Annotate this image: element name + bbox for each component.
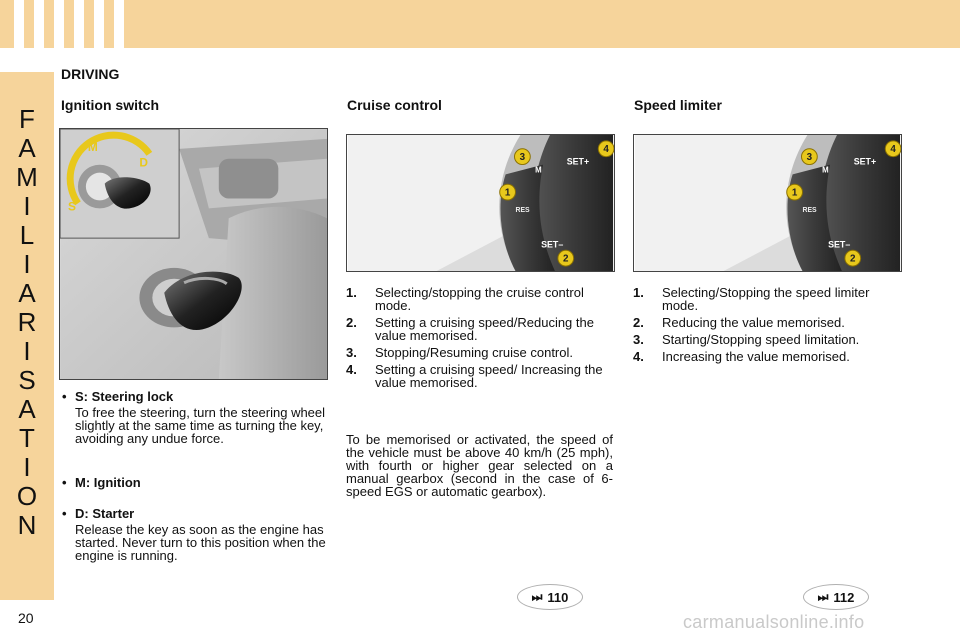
speed-limiter-list bbox=[633, 286, 908, 367]
starter-heading: D: Starter bbox=[75, 506, 135, 521]
list-item: 2. Reducing the value memorised. bbox=[633, 315, 845, 330]
list-item: 1. Selecting/Stopping the speed limiter mode. bbox=[633, 285, 870, 313]
sidebar-letter: A bbox=[18, 393, 36, 424]
ignition-heading: M: Ignition bbox=[75, 475, 141, 490]
set-minus-label: SET– bbox=[541, 239, 564, 250]
list-item: 3. Stopping/Resuming cruise control. bbox=[346, 345, 573, 360]
ignition-title: Ignition switch bbox=[61, 97, 159, 113]
bullet-dot: • bbox=[62, 475, 67, 490]
callout-number: 1 bbox=[791, 187, 798, 199]
callout-number: 2 bbox=[850, 253, 856, 265]
cruise-title: Cruise control bbox=[347, 97, 442, 113]
callout-number: 4 bbox=[603, 144, 609, 156]
header-stripe bbox=[54, 0, 64, 48]
header-bar bbox=[0, 0, 960, 48]
ignition-item bbox=[62, 476, 332, 489]
callout-number: 1 bbox=[504, 187, 511, 199]
sidebar-letter: I bbox=[23, 335, 31, 366]
header-stripe bbox=[114, 0, 124, 48]
sidebar-label bbox=[0, 72, 54, 572]
resume-label: RES bbox=[802, 206, 817, 214]
sidebar-letter: S bbox=[18, 364, 36, 395]
sidebar-letter: A bbox=[18, 277, 36, 308]
cruise-page-ref: 110 bbox=[547, 589, 569, 605]
bullet-dot: • bbox=[62, 389, 67, 404]
cruise-page-link[interactable] bbox=[517, 584, 583, 610]
sidebar-letter: I bbox=[23, 248, 31, 279]
callout-number: 4 bbox=[890, 144, 896, 156]
section-title: DRIVING bbox=[61, 66, 120, 82]
sidebar-letter: A bbox=[18, 132, 36, 163]
header-stripe bbox=[74, 0, 84, 48]
limiter-page-ref: 112 bbox=[833, 589, 855, 605]
starter-item bbox=[62, 507, 332, 562]
list-item: 3. Starting/Stopping speed limitation. bbox=[633, 332, 860, 347]
speed-limiter-stalk-illustration bbox=[634, 135, 901, 271]
steering-lock-item bbox=[62, 390, 332, 445]
switch-position-label: M bbox=[87, 139, 98, 154]
watermark: carmanualsonline.info bbox=[683, 612, 865, 632]
sidebar-letter: O bbox=[16, 480, 38, 511]
sidebar-letter: R bbox=[17, 306, 37, 337]
sidebar-letter: T bbox=[19, 422, 35, 453]
set-plus-label: SET+ bbox=[566, 156, 590, 167]
page-number: 20 bbox=[18, 610, 34, 626]
header-stripe bbox=[94, 0, 104, 48]
limiter-page-link[interactable] bbox=[803, 584, 869, 610]
skip-forward-icon: ⏭ bbox=[817, 589, 829, 604]
switch-position-label: D bbox=[139, 155, 149, 170]
bullet-dot: • bbox=[62, 506, 67, 521]
cruise-control-list bbox=[346, 286, 616, 393]
skip-forward-icon: ⏭ bbox=[531, 589, 543, 604]
speed-limiter-image bbox=[633, 134, 902, 272]
list-item: 2. Setting a cruising speed/Reducing the value memorised. bbox=[346, 315, 594, 343]
sidebar-letter: F bbox=[19, 103, 35, 134]
ignition-switch-illustration bbox=[60, 129, 327, 379]
callout-number: 3 bbox=[806, 152, 813, 164]
header-stripe bbox=[14, 0, 24, 48]
list-item: 4. Increasing the value memorised. bbox=[633, 349, 850, 364]
cruise-activation-note: To be memorised or activated, the speed of the vehicle must be above 40 km/h (25 mph), with fourth or higher gear selected on a manual gearbox (second in the case of 6-speed EGS or automatic gearbox). bbox=[346, 432, 613, 499]
sidebar-letter: I bbox=[23, 451, 31, 482]
header-stripe bbox=[34, 0, 44, 48]
resume-label: RES bbox=[515, 206, 530, 214]
mode-label: M bbox=[822, 165, 829, 175]
ignition-switch-image bbox=[59, 128, 328, 380]
steering-lock-heading: S: Steering lock bbox=[75, 389, 174, 404]
mode-label: M bbox=[535, 165, 542, 175]
steering-lock-description: To free the steering, turn the steering wheel slightly at the same time as turning the key, avoiding any undue force. bbox=[75, 405, 326, 446]
starter-description: Release the key as soon as the engine has started. Never turn to this position when the engine is running. bbox=[75, 522, 326, 563]
cruise-control-image bbox=[346, 134, 615, 272]
sidebar-letter: N bbox=[17, 509, 37, 540]
list-item: 1. Selecting/stopping the cruise control mode. bbox=[346, 285, 584, 313]
switch-position-label: S bbox=[68, 199, 76, 214]
callout-number: 2 bbox=[563, 253, 569, 265]
sidebar-letter: M bbox=[16, 161, 38, 192]
list-item: 4. Setting a cruising speed/ Increasing the value memorised. bbox=[346, 362, 603, 390]
callout-number: 3 bbox=[519, 152, 526, 164]
cruise-control-stalk-illustration bbox=[347, 135, 614, 271]
set-minus-label: SET– bbox=[828, 239, 851, 250]
set-plus-label: SET+ bbox=[853, 156, 877, 167]
limiter-title: Speed limiter bbox=[634, 97, 722, 113]
sidebar-letter: L bbox=[19, 219, 35, 250]
sidebar-letter: I bbox=[23, 190, 31, 221]
